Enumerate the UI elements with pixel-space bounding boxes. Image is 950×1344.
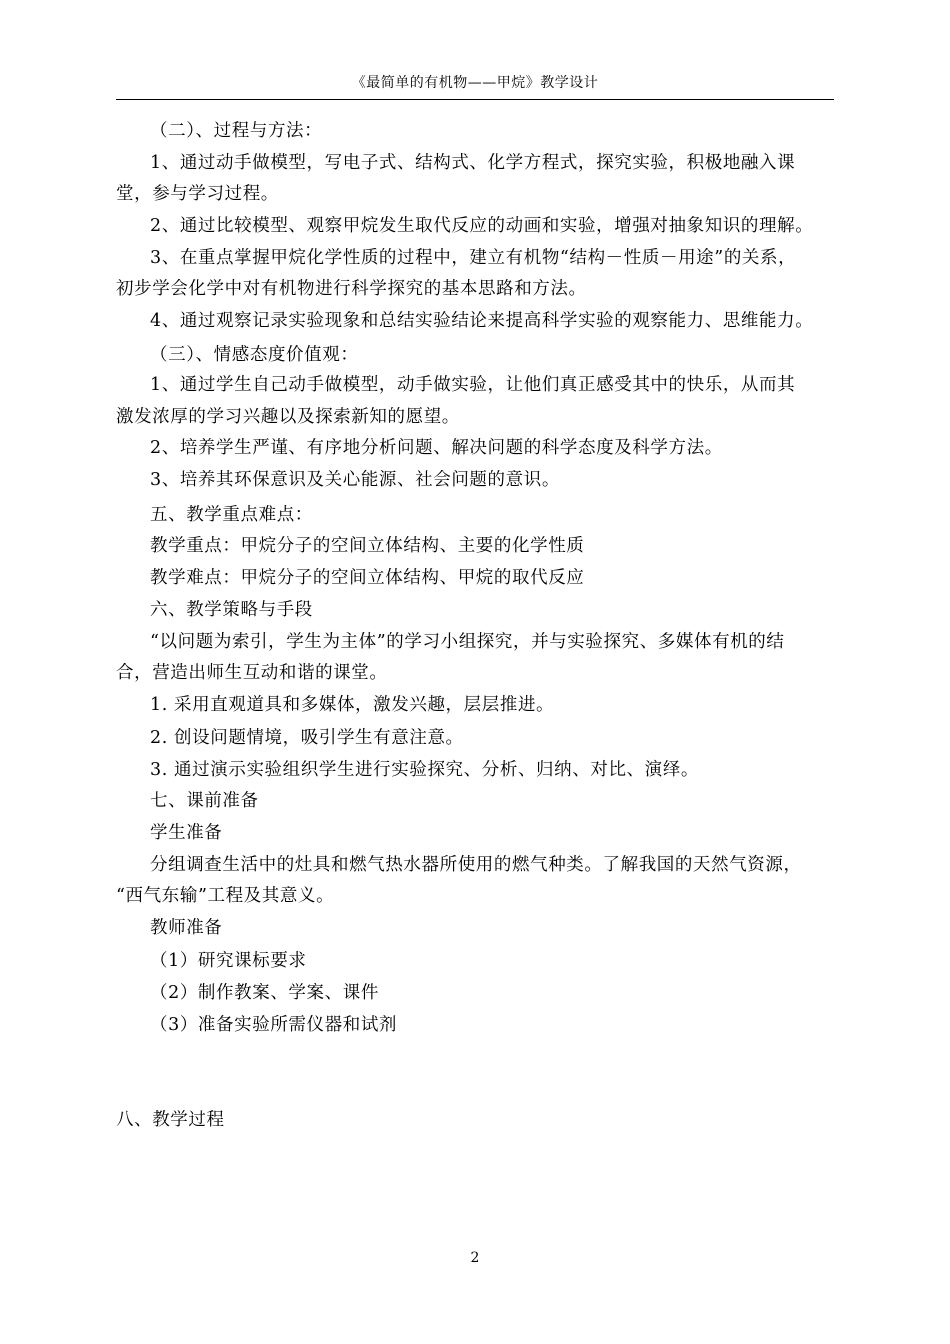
section-heading-process-method: （二）、过程与方法： bbox=[150, 121, 323, 141]
list-item: （1）研究课标要求 bbox=[150, 951, 307, 971]
list-item: 1. 采用直观道具和多媒体，激发兴趣，层层推进。 bbox=[150, 695, 555, 715]
paragraph-line: 3、在重点掌握甲烷化学性质的过程中，建立有机物“结构－性质－用途”的关系， bbox=[150, 248, 797, 268]
section-heading-teaching-process: 八、教学过程 bbox=[116, 1110, 225, 1130]
paragraph-line: 教学难点：甲烷分子的空间立体结构、甲烷的取代反应 bbox=[150, 568, 585, 588]
header-rule bbox=[116, 99, 834, 100]
paragraph-line: “西气东输”工程及其意义。 bbox=[116, 886, 335, 906]
paragraph-line: 2、通过比较模型、观察甲烷发生取代反应的动画和实验，增强对抽象知识的理解。 bbox=[150, 216, 814, 236]
paragraph-line: 1、通过动手做模型，写电子式、结构式、化学方程式，探究实验，积极地融入课 bbox=[150, 153, 796, 173]
paragraph-line: 激发浓厚的学习兴趣以及探索新知的愿望。 bbox=[116, 407, 460, 427]
section-heading-preparation: 七、课前准备 bbox=[150, 791, 259, 811]
paragraph-line: 3、培养其环保意识及关心能源、社会问题的意识。 bbox=[150, 470, 560, 490]
section-heading-emotion-values: （三）、情感态度价值观： bbox=[150, 345, 359, 365]
section-heading-key-points: 五、教学重点难点： bbox=[150, 505, 313, 525]
paragraph-line: 分组调查生活中的灶具和燃气热水器所使用的燃气种类。了解我国的天然气资源， bbox=[150, 855, 802, 875]
paragraph-line: 1、通过学生自己动手做模型，动手做实验，让他们真正感受其中的快乐，从而其 bbox=[150, 375, 796, 395]
list-item: 2. 创设问题情境，吸引学生有意注意。 bbox=[150, 728, 464, 748]
subheading-student-prep: 学生准备 bbox=[150, 823, 223, 843]
paragraph-line: 教学重点：甲烷分子的空间立体结构、主要的化学性质 bbox=[150, 536, 585, 556]
list-item: （3）准备实验所需仪器和试剂 bbox=[150, 1015, 398, 1035]
paragraph-line: 堂，参与学习过程。 bbox=[116, 184, 279, 204]
page-number: 2 bbox=[470, 1250, 480, 1266]
subheading-teacher-prep: 教师准备 bbox=[150, 918, 223, 938]
list-item: 3. 通过演示实验组织学生进行实验探究、分析、归纳、对比、演绎。 bbox=[150, 760, 699, 780]
paragraph-line: 初步学会化学中对有机物进行科学探究的基本思路和方法。 bbox=[116, 279, 587, 299]
paragraph-line: 4、通过观察记录实验现象和总结实验结论来提高科学实验的观察能力、思维能力。 bbox=[150, 311, 814, 331]
paragraph-line: 合，营造出师生互动和谐的课堂。 bbox=[116, 663, 388, 683]
section-heading-strategy: 六、教学策略与手段 bbox=[150, 600, 313, 620]
paragraph-line: “以问题为索引，学生为主体”的学习小组探究，并与实验探究、多媒体有机的结 bbox=[150, 632, 785, 652]
running-header: 《最简单的有机物——甲烷》教学设计 bbox=[351, 75, 599, 91]
paragraph-line: 2、培养学生严谨、有序地分析问题、解决问题的科学态度及科学方法。 bbox=[150, 438, 723, 458]
list-item: （2）制作教案、学案、课件 bbox=[150, 983, 379, 1003]
